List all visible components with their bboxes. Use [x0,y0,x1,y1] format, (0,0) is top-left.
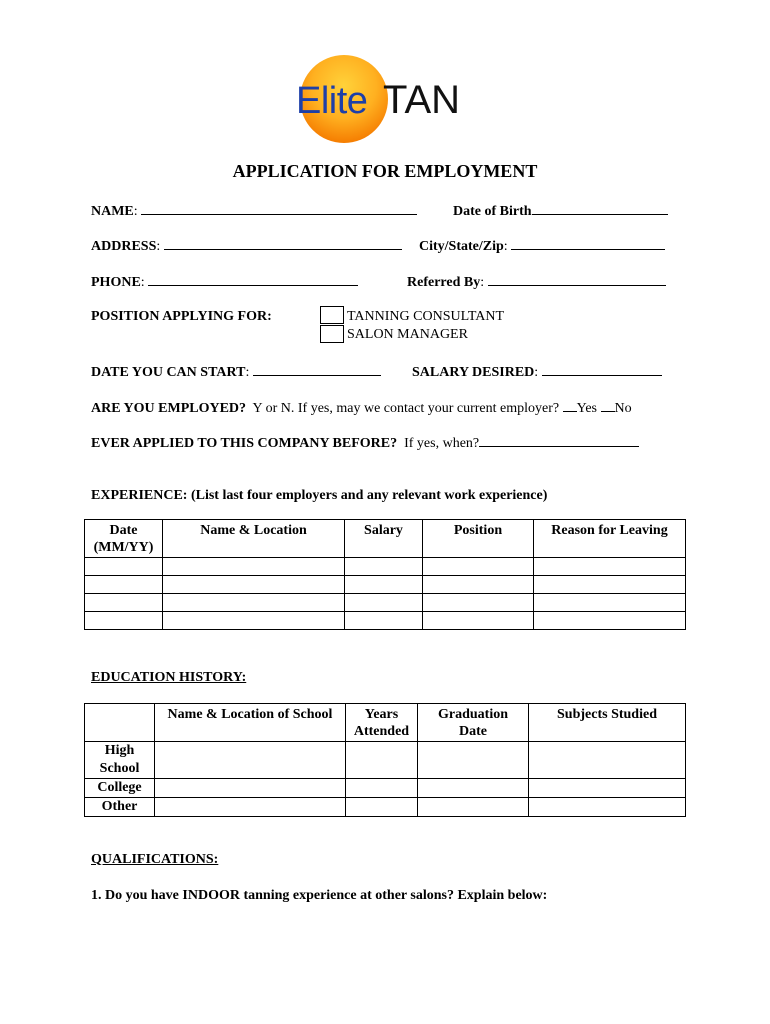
education-row-college: College [85,779,155,798]
education-table [84,703,686,817]
referred-by-line[interactable] [488,272,666,286]
logo-elite-text: Elite [296,80,368,122]
referred-by-label: Referred By [407,275,481,290]
logo [296,55,476,150]
address-field[interactable]: ADDRESS: [91,236,402,255]
education-row-high-school: High School [85,742,155,779]
table-row [85,798,686,817]
experience-position-header: Position [423,520,534,558]
table-row [85,612,686,630]
table-row [85,576,686,594]
position-label: POSITION APPLYING FOR: [91,309,272,324]
salary-desired-label: SALARY DESIRED [412,365,535,380]
referred-by-field[interactable]: Referred By: [407,272,666,291]
applied-question [91,433,639,452]
employed-yes-label: Yes [576,401,597,416]
experience-header-row [85,520,686,558]
education-years-header: Years Attended [346,704,418,742]
phone-field[interactable]: PHONE: [91,272,358,291]
logo-tan-text: TAN [383,78,461,122]
salon-manager-label: SALON MANAGER [347,327,468,342]
education-header-row [85,704,686,742]
education-heading: EDUCATION HISTORY: [91,670,247,685]
qualification-question-1: 1. Do you have INDOOR tanning experience at other salons? Explain below: [91,888,548,903]
education-school-header: Name & Location of School [155,704,346,742]
dob-line[interactable] [532,201,668,215]
table-row [85,558,686,576]
city-state-zip-label: City/State/Zip [419,239,504,254]
salary-desired-line[interactable] [542,362,662,376]
start-date-label: DATE YOU CAN START [91,365,246,380]
employed-no-line[interactable] [601,398,615,412]
employed-question [91,398,632,417]
dob-field[interactable] [453,201,668,220]
start-date-line[interactable] [253,362,381,376]
experience-heading: EXPERIENCE: (List last four employers and any relevant work experience) [91,488,548,503]
table-row [85,779,686,798]
applied-when-line[interactable] [479,433,639,447]
table-row [85,594,686,612]
employed-label: ARE YOU EMPLOYED? [91,401,247,416]
experience-reason-header: Reason for Leaving [534,520,686,558]
applied-label: EVER APPLIED TO THIS COMPANY BEFORE? [91,436,398,451]
name-field[interactable]: NAME: [91,201,417,220]
page-title: APPLICATION FOR EMPLOYMENT [232,161,538,181]
employed-text: Y or N. If yes, may we contact your current employer? [252,401,560,416]
experience-name-header: Name & Location [163,520,345,558]
qualifications-heading: QUALIFICATIONS: [91,852,219,867]
name-line[interactable] [141,201,417,215]
experience-salary-header: Salary [345,520,423,558]
education-row-other: Other [85,798,155,817]
address-label: ADDRESS [91,239,157,254]
experience-date-header: Date (MM/YY) [85,520,163,558]
applied-text: If yes, when? [404,436,480,451]
city-state-zip-line[interactable] [511,236,665,250]
salon-manager-checkbox[interactable] [320,325,344,343]
name-label: NAME [91,204,134,219]
dob-label: Date of Birth [453,204,532,219]
employed-yes-line[interactable] [563,398,577,412]
education-subjects-header: Subjects Studied [529,704,686,742]
tanning-consultant-label: TANNING CONSULTANT [347,309,505,324]
phone-line[interactable] [148,272,358,286]
tanning-consultant-checkbox[interactable] [320,306,344,324]
employed-no-label: No [614,401,632,416]
city-state-zip-field[interactable]: City/State/Zip: [419,236,665,255]
phone-label: PHONE [91,275,141,290]
salary-desired-field[interactable]: SALARY DESIRED: [412,362,662,381]
address-line[interactable] [164,236,402,250]
table-row [85,742,686,779]
education-graduation-header: Graduation Date [418,704,529,742]
start-date-field[interactable]: DATE YOU CAN START: [91,362,381,381]
experience-table [84,519,686,630]
